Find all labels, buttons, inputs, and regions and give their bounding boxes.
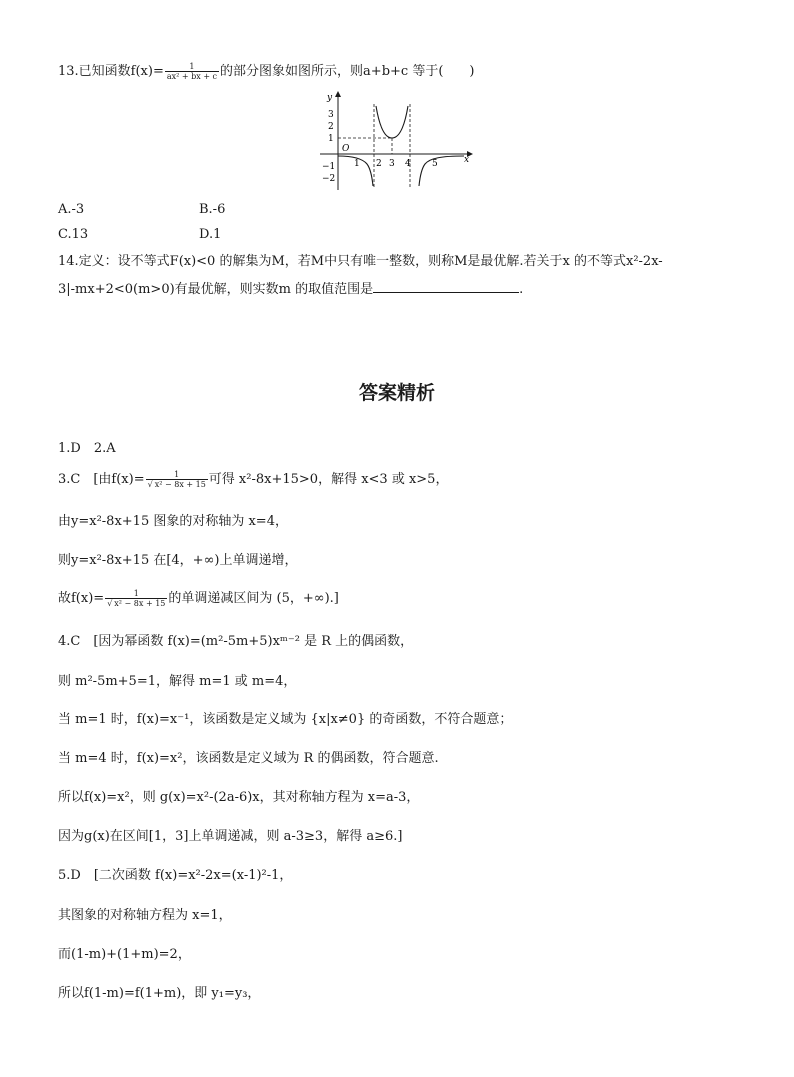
a3-suffix: 可得 x²-8x+15>0，解得 x<3 或 x>5， bbox=[208, 472, 449, 487]
function-graph bbox=[316, 90, 476, 192]
answer-1-2: 1.D 2.A bbox=[58, 441, 116, 456]
answer-4-line3: 当 m=1 时，f(x)=x⁻¹，该函数是定义域为 {x|x≠0} 的奇函数，不符合题意； bbox=[58, 712, 513, 727]
origin-label: O bbox=[342, 144, 350, 154]
q14-line2-text: 3|-mx+2<0(m>0)有最优解，则实数m 的取值范围是 bbox=[58, 282, 374, 297]
answer-4-line1: 4.C [因为幂函数 f(x)=(m²-5m+5)xᵐ⁻² 是 R 上的偶函数， bbox=[58, 634, 414, 649]
a3-l4-suffix: 的单调递减区间为 (5，+∞).] bbox=[168, 591, 339, 606]
q13-fraction bbox=[165, 62, 219, 81]
y-axis-label: y bbox=[327, 93, 333, 103]
answer-4-line6: 因为g(x)在区间[1，3]上单调递减，则 a-3≥3，解得 a≥6.] bbox=[58, 829, 403, 844]
x-axis-label: x bbox=[464, 155, 470, 165]
y-tick-3: 3 bbox=[328, 110, 334, 120]
a3-l4-fraction bbox=[105, 589, 167, 608]
answer-5-line1: 5.D [二次函数 f(x)=x²-2x=(x-1)²-1， bbox=[58, 868, 293, 883]
q13-frac-numerator: 1 bbox=[165, 62, 219, 72]
q14-line2 bbox=[58, 280, 523, 299]
q13-frac-denominator: ax² + bx + c bbox=[166, 72, 218, 81]
a3-frac-numerator: 1 bbox=[146, 470, 208, 480]
option-a: A.-3 bbox=[58, 202, 85, 217]
answer-3-line4 bbox=[58, 589, 339, 608]
a3-frac-denominator: √ x² − 8x + 15 bbox=[147, 480, 206, 489]
x-tick-1: 1 bbox=[354, 159, 360, 169]
answer-3-line1 bbox=[58, 470, 448, 489]
a3-sqrt-content: x² − 8x + 15 bbox=[154, 480, 206, 489]
a3-l4-frac-denominator: √ x² − 8x + 15 bbox=[107, 599, 166, 608]
option-b: B.-6 bbox=[199, 202, 226, 217]
a3-prefix: 3.C [由f(x)= bbox=[58, 472, 145, 487]
x-tick-3: 3 bbox=[389, 159, 395, 169]
q13-prefix: 13.已知函数f(x)= bbox=[58, 64, 164, 79]
answer-5-line4: 所以f(1-m)=f(1+m)，即 y₁=y₃， bbox=[58, 986, 261, 1001]
q14-answer-blank bbox=[373, 280, 519, 293]
answer-4-line4: 当 m=4 时，f(x)=x²，该函数是定义域为 R 的偶函数，符合题意. bbox=[58, 751, 439, 766]
option-d: D.1 bbox=[199, 227, 222, 242]
a3-l4-sqrt-content: x² − 8x + 15 bbox=[114, 599, 166, 608]
q14-line1: 14.定义：设不等式F(x)<0 的解集为M，若M中只有唯一整数，则称M是最优解.若关于x 的不等式x²-2x- bbox=[58, 254, 663, 269]
curve-right-branch bbox=[419, 156, 464, 186]
answer-5-line3: 而(1-m)+(1+m)=2， bbox=[58, 947, 191, 962]
y-tick-2: 2 bbox=[328, 122, 334, 132]
answer-4-line5: 所以f(x)=x²，则 g(x)=x²-(2a-6)x，其对称轴方程为 x=a-3， bbox=[58, 790, 420, 805]
option-c: C.13 bbox=[58, 227, 89, 242]
a3-l4-prefix: 故f(x)= bbox=[58, 591, 105, 606]
x-tick-2: 2 bbox=[376, 159, 382, 169]
curve-middle-branch bbox=[376, 106, 408, 138]
answer-3-line2: 由y=x²-8x+15 图象的对称轴为 x=4， bbox=[58, 514, 288, 529]
x-tick-4: 4 bbox=[405, 159, 411, 169]
answer-5-line2: 其图象的对称轴方程为 x=1， bbox=[58, 908, 232, 923]
y-tick-1: 1 bbox=[328, 134, 334, 144]
y-tick-neg1: −1 bbox=[322, 162, 336, 172]
a3-fraction bbox=[146, 470, 208, 489]
answer-4-line2: 则 m²-5m+5=1，解得 m=1 或 m=4， bbox=[58, 674, 297, 689]
q14-line2-suffix: . bbox=[519, 282, 524, 297]
question-13 bbox=[58, 62, 474, 81]
a3-l4-frac-numerator: 1 bbox=[105, 589, 167, 599]
q13-suffix: 的部分图象如图所示，则a+b+c 等于( ) bbox=[220, 64, 475, 79]
y-tick-neg2: −2 bbox=[322, 174, 336, 184]
answers-title: 答案精析 bbox=[358, 382, 435, 404]
x-tick-5: 5 bbox=[432, 159, 438, 169]
answer-3-line3: 则y=x²-8x+15 在[4，+∞)上单调递增， bbox=[58, 553, 298, 568]
